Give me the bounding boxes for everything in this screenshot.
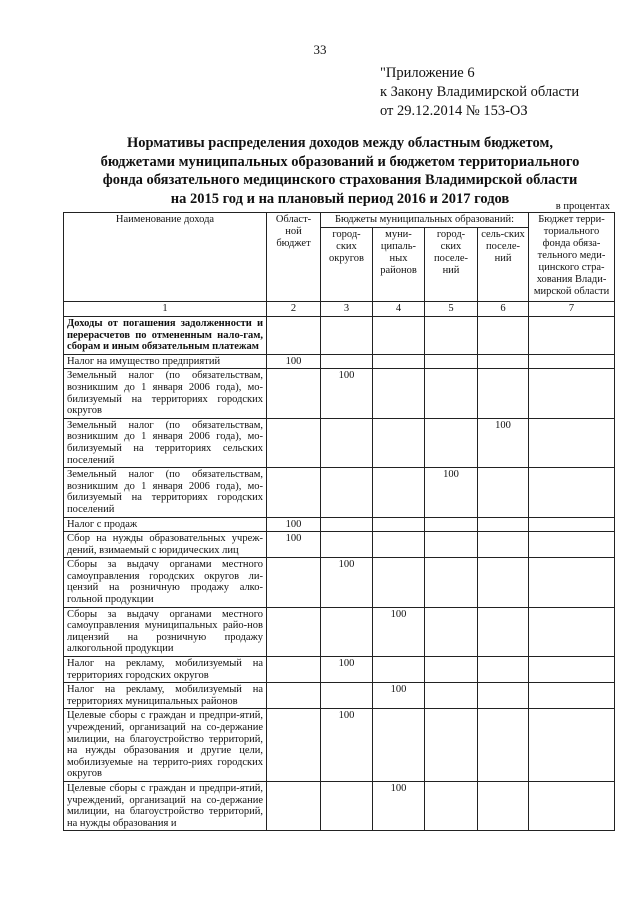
percent-cell: 100 xyxy=(425,468,478,517)
percent-cell: 100 xyxy=(267,354,321,369)
revenue-name-cell: Земельный налог (по обязательствам, возникшим до 1 января 2006 года), мо-билизуемый на территориях городских поселений xyxy=(64,468,267,517)
table-row xyxy=(64,781,615,830)
percent-cell xyxy=(529,709,615,782)
percent-cell xyxy=(529,781,615,830)
header-regional-budget: Област-ной бюджет xyxy=(267,213,321,302)
percent-cell xyxy=(267,657,321,683)
percent-cell xyxy=(478,369,529,418)
units-note: в процентах xyxy=(555,201,610,212)
appendix-line-2: к Закону Владимирской области xyxy=(380,84,580,100)
header-city-districts: город-ских округов xyxy=(321,228,373,302)
percent-cell xyxy=(321,781,373,830)
header-revenue-name: Наименование дохода xyxy=(64,213,267,302)
percent-cell xyxy=(478,517,529,532)
percent-cell xyxy=(529,657,615,683)
percent-cell xyxy=(478,558,529,607)
column-number: 6 xyxy=(478,302,529,317)
percent-cell xyxy=(529,468,615,517)
table-row xyxy=(64,709,615,782)
header-urban-settlements: город-ских поселе-ний xyxy=(425,228,478,302)
table-row xyxy=(64,558,615,607)
percent-cell xyxy=(478,607,529,656)
percent-cell xyxy=(478,354,529,369)
percent-cell xyxy=(425,607,478,656)
percent-cell xyxy=(425,709,478,782)
header-medical-fund: Бюджет терри-ториального фонда обяза-тельного меди-цинского стра-хования Влади-мирской области xyxy=(529,213,615,302)
percent-cell xyxy=(267,607,321,656)
percent-cell xyxy=(267,683,321,709)
revenue-name-cell: Налог на рекламу, мобилизуемый на территориях муниципальных районов xyxy=(64,683,267,709)
revenue-name-cell: Налог на рекламу, мобилизуемый на территориях городских округов xyxy=(64,657,267,683)
revenue-name-cell: Земельный налог (по обязательствам, возникшим до 1 января 2006 года), мо-билизуемый на территориях городских округов xyxy=(64,369,267,418)
revenue-name-cell: Сбор на нужды образовательных учреж-дений, взимаемый с юридических лиц xyxy=(64,532,267,558)
percent-cell xyxy=(425,354,478,369)
percent-cell xyxy=(373,517,425,532)
percent-cell xyxy=(321,354,373,369)
percent-cell xyxy=(425,532,478,558)
percent-cell xyxy=(529,317,615,355)
percent-cell: 100 xyxy=(267,532,321,558)
percent-cell xyxy=(478,532,529,558)
percent-cell xyxy=(425,657,478,683)
percent-cell: 100 xyxy=(478,418,529,467)
percent-cell xyxy=(267,418,321,467)
percent-cell: 100 xyxy=(321,558,373,607)
percent-cell: 100 xyxy=(373,683,425,709)
revenue-name-cell: Налог с продаж xyxy=(64,517,267,532)
document-title xyxy=(60,134,620,208)
percent-cell xyxy=(267,369,321,418)
table-row xyxy=(64,418,615,467)
percent-cell xyxy=(373,657,425,683)
percent-cell: 100 xyxy=(373,781,425,830)
appendix-reference xyxy=(380,64,579,121)
percent-cell xyxy=(373,468,425,517)
percent-cell xyxy=(267,709,321,782)
percent-cell xyxy=(529,683,615,709)
title-line-2: бюджетами муниципальных образований и бюджетом территориального xyxy=(100,153,580,170)
percent-cell xyxy=(373,317,425,355)
percent-cell xyxy=(373,532,425,558)
percent-cell xyxy=(373,418,425,467)
revenue-name-cell: Целевые сборы с граждан и предпри-ятий, учреждений, организаций на со-держание милиции, на благоустройство территорий, на нужды образования и xyxy=(64,781,267,830)
percent-cell xyxy=(529,354,615,369)
percent-cell xyxy=(373,354,425,369)
percent-cell xyxy=(267,317,321,355)
percent-cell xyxy=(425,683,478,709)
header-municipal-budgets: Бюджеты муниципальных образований: xyxy=(321,213,529,228)
percent-cell xyxy=(529,532,615,558)
percent-cell xyxy=(478,683,529,709)
revenue-name-cell: Сборы за выдачу органами местного самоуправления муниципальных райо-нов лицензий на розничную продажу алкогольной продукции xyxy=(64,607,267,656)
percent-cell xyxy=(478,468,529,517)
percent-cell xyxy=(425,781,478,830)
percent-cell xyxy=(478,781,529,830)
percent-cell xyxy=(425,317,478,355)
revenue-name-cell: Налог на имущество предприятий xyxy=(64,354,267,369)
table-body xyxy=(64,317,615,831)
title-line-4: на 2015 год и на плановый период 2016 и 2017 годов xyxy=(170,190,510,207)
percent-cell xyxy=(529,369,615,418)
header-rural-settlements: сель-ских поселе-ний xyxy=(478,228,529,302)
percent-cell xyxy=(373,709,425,782)
percent-cell xyxy=(425,369,478,418)
revenue-name-cell: Целевые сборы с граждан и предпри-ятий, учреждений, организаций на со-держание милиции, на благоустройство территорий, на нужды образования и другие цели, мобилизуемые на террито-риях городских округов xyxy=(64,709,267,782)
percent-cell: 100 xyxy=(321,369,373,418)
table-row xyxy=(64,683,615,709)
column-number: 1 xyxy=(64,302,267,317)
percent-cell xyxy=(267,781,321,830)
column-number: 3 xyxy=(321,302,373,317)
percent-cell: 100 xyxy=(321,657,373,683)
table-row xyxy=(64,468,615,517)
percent-cell xyxy=(478,709,529,782)
percent-cell xyxy=(529,558,615,607)
table-row xyxy=(64,532,615,558)
table-row xyxy=(64,607,615,656)
revenue-name-cell: Сборы за выдачу органами местного самоуправления городских округов ли-цензий на розничную продажу алко-гольной продукции xyxy=(64,558,267,607)
title-line-1: Нормативы распределения доходов между областным бюджетом, xyxy=(127,135,553,151)
percent-cell xyxy=(267,468,321,517)
table-row xyxy=(64,517,615,532)
percent-cell xyxy=(478,317,529,355)
percent-cell xyxy=(321,418,373,467)
percent-cell: 100 xyxy=(321,709,373,782)
header-row-1 xyxy=(64,213,615,228)
percent-cell xyxy=(321,607,373,656)
appendix-line-1: "Приложение 6 xyxy=(380,65,475,81)
revenue-name-cell: Доходы от погашения задолженности и перерасчетов по отмененным нало-гам, сборам и иным обязательным платежам xyxy=(64,317,267,355)
header-municipal-districts: муни-ципаль-ных районов xyxy=(373,228,425,302)
percent-cell: 100 xyxy=(373,607,425,656)
table-row xyxy=(64,354,615,369)
percent-cell xyxy=(529,517,615,532)
revenue-name-cell: Земельный налог (по обязательствам, возникшим до 1 января 2006 года), мо-билизуемый на территориях сельских поселений xyxy=(64,418,267,467)
table-row xyxy=(64,657,615,683)
percent-cell xyxy=(529,607,615,656)
percent-cell xyxy=(321,532,373,558)
column-number: 4 xyxy=(373,302,425,317)
percent-cell xyxy=(373,369,425,418)
appendix-line-3: от 29.12.2014 № 153-ОЗ xyxy=(380,103,528,119)
table-row xyxy=(64,369,615,418)
percent-cell xyxy=(425,558,478,607)
column-number-row xyxy=(64,302,615,317)
page-number: 33 xyxy=(313,42,327,57)
percent-cell xyxy=(321,683,373,709)
column-number: 5 xyxy=(425,302,478,317)
revenue-distribution-table xyxy=(63,212,615,831)
percent-cell xyxy=(425,517,478,532)
percent-cell xyxy=(267,558,321,607)
column-number: 7 xyxy=(529,302,615,317)
percent-cell xyxy=(321,317,373,355)
percent-cell xyxy=(321,468,373,517)
percent-cell xyxy=(425,418,478,467)
percent-cell xyxy=(373,558,425,607)
table-row xyxy=(64,317,615,355)
title-line-3: фонда обязательного медицинского страхования Владимирской области xyxy=(102,172,578,188)
column-number: 2 xyxy=(267,302,321,317)
percent-cell xyxy=(321,517,373,532)
percent-cell xyxy=(478,657,529,683)
percent-cell xyxy=(529,418,615,467)
percent-cell: 100 xyxy=(267,517,321,532)
